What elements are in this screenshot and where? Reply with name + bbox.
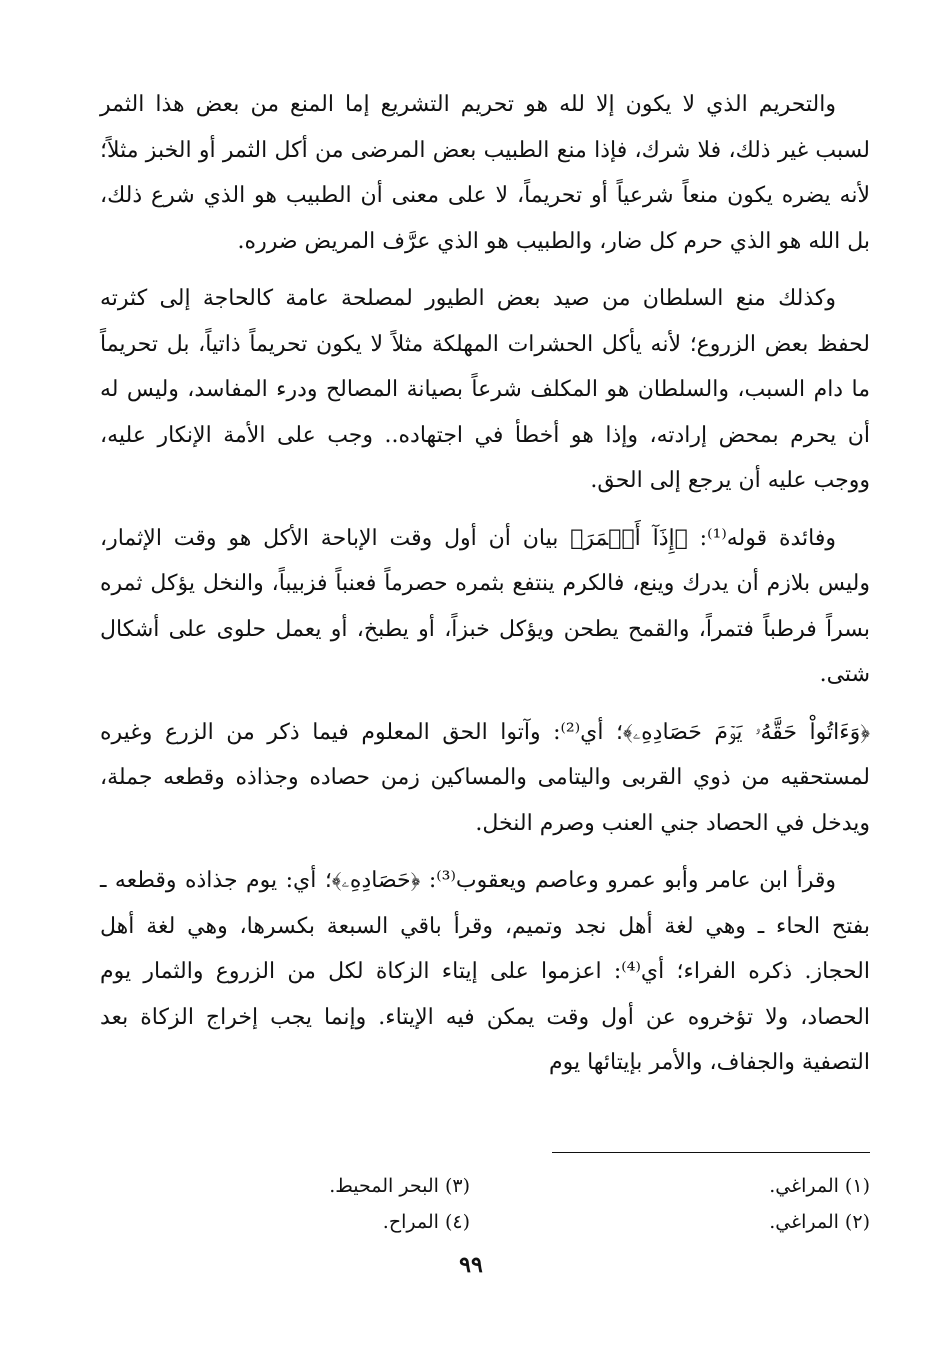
paragraph-4: ﴿وَءَاتُواْ حَقَّهُۥ يَوۡمَ حَصَادِهِۦ﴾؛ أي⁽²⁾: وآتوا الحق المعلوم فيما ذكر من الزرع وغيره لمستحقيه من ذوي القربى واليتامى والمساكين زمن حصاده وجذاذه وقطعه جملة، ويدخل في الحصاد جني العنب وصرم النخل.: [100, 719, 870, 836]
page-body: [100, 82, 870, 1098]
footnote-3: (٣) البحر المحيط.: [329, 1175, 470, 1197]
paragraph-1: والتحريم الذي لا يكون إلا لله هو تحريم التشريع إما المنع من بعض هذا الثمر لسبب غير ذلك، فلا شرك، فإذا منع الطبيب بعض المرضى من أكل الثمر أو الخبز مثلاً؛ لأنه يضره يكون منعاً شرعياً أو تحريماً، لا على معنى أن الطبيب هو الذي شرع ذلك، بل الله هو الذي حرم كل ضار، والطبيب هو الذي عرَّف المريض ضرره.: [100, 92, 870, 254]
footnote-2: (٢) المراغي.: [769, 1211, 870, 1233]
footnote-column-right: [630, 1168, 870, 1240]
page-number: ٩٩: [459, 1252, 483, 1278]
footnote-1: (١) المراغي.: [769, 1175, 870, 1197]
paragraph-5: وقرأ ابن عامر وأبو عمرو وعاصم ويعقوب⁽³⁾: ﴿حَصَادِهِۦ﴾؛ أي: يوم جذاذه وقطعه ـ بفتح الحاء ـ وهي لغة أهل نجد وتميم، وقرأ باقي السبعة بكسرها، وهي لغة أهل الحجاز. ذكره الفراء؛ أي⁽⁴⁾: اعزموا على إيتاء الزكاة لكل من الزروع والثمار يوم الحصاد، ولا تؤخروه عن أول وقت يمكن فيه الإيتاء. وإنما يجب إخراج الزكاة بعد التصفية والجفاف، والأمر بإيتائها يوم: [100, 868, 870, 1075]
paragraph-3: وفائدة قوله⁽¹⁾: ﴿إِذَآ أَثۡمَرَ﴾ بيان أن أول وقت الإباحة الأكل هو وقت الإثمار، وليس بلازم أن يدرك وينع، فالكرم ينتفع بثمره حصرماً فعنباً فزبيباً، والنخل يؤكل ثمره بسراً فرطباً فتمراً، والقمح يطحن ويؤكل خبزاً، أو يطبخ، أو يعمل حلوى على أشكال شتى.: [100, 525, 870, 687]
footnote-4: (٤) المراح.: [382, 1211, 470, 1233]
footnote-separator: [552, 1152, 870, 1153]
footnote-column-left: [230, 1168, 470, 1240]
paragraph-2: وكذلك منع السلطان من صيد بعض الطيور لمصلحة عامة كالحاجة إلى كثرته لحفظ بعض الزروع؛ لأنه يأكل الحشرات المهلكة مثلاً لا يكون تحريماً ذاتياً، بل تحريماً ما دام السبب، والسلطان هو المكلف شرعاً بصيانة المصالح ودرء المفاسد، وليس له أن يحرم بمحض إرادته، وإذا هو أخطأ في اجتهاده.. وجب على الأمة الإنكار عليه، ووجب عليه أن يرجع إلى الحق.: [100, 286, 870, 493]
